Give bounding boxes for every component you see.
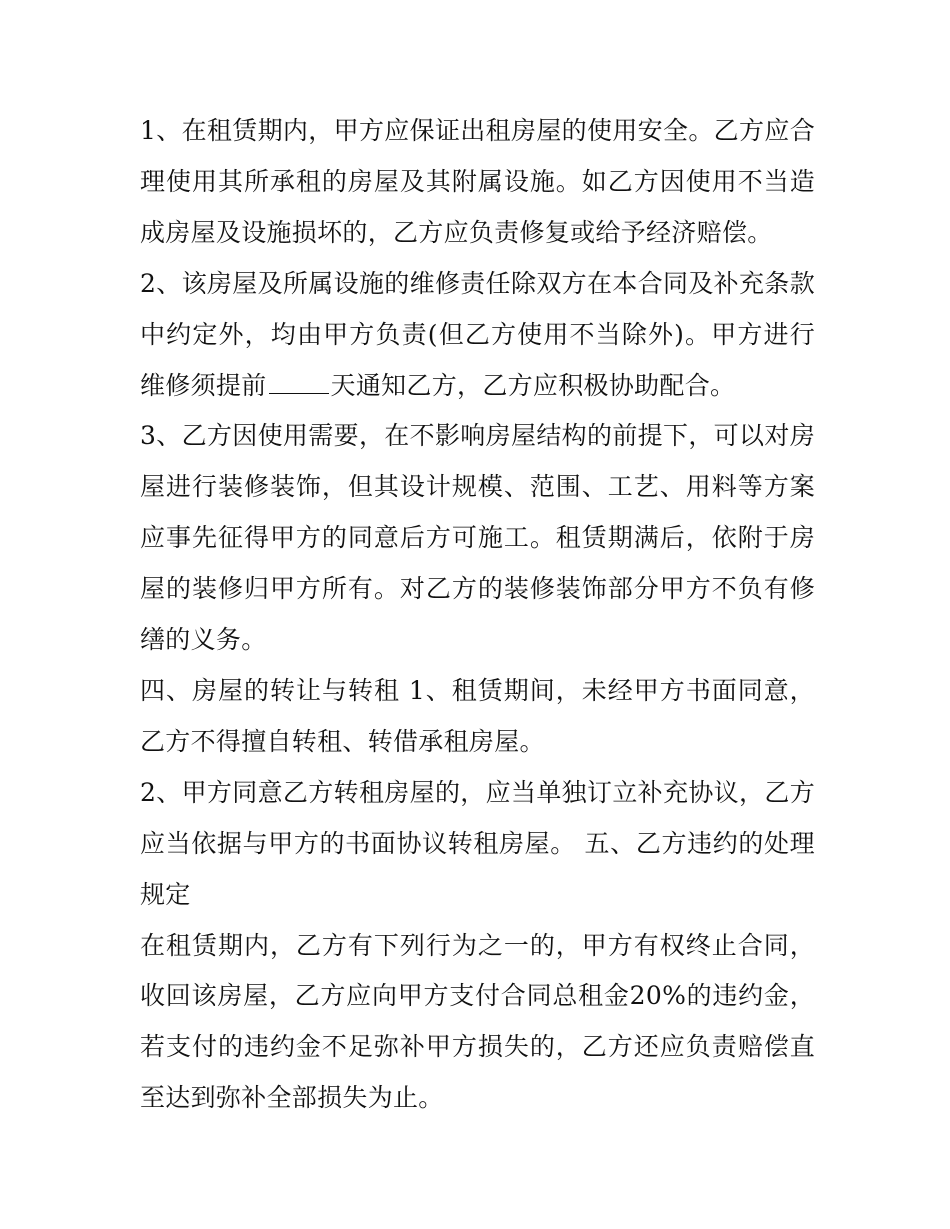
document-body (140, 106, 815, 1124)
paragraph-repair-text-after-blank: 天通知乙方，乙方应积极协助配合。 (330, 370, 736, 400)
paragraph-maintenance-safety: 1、在租赁期内，甲方应保证出租房屋的使用安全。乙方应合理使用其所承租的房屋及其附属设施。如乙方因使用不当造成房屋及设施损坏的，乙方应负责修复或给予经济赔偿。 (140, 116, 815, 247)
paragraph-repair-text-before-blank: 2、该房屋及所属设施的维修责任除双方在本合同及补充条款中约定外，均由甲方负责(但乙方使用不当除外)。甲方进行维修须提前 (140, 268, 815, 400)
paragraph-decoration: 3、乙方因使用需要，在不影响房屋结构的前提下，可以对房屋进行装修装饰，但其设计规模、范围、工艺、用料等方案应事先征得甲方的同意后方可施工。租赁期满后，依附于房屋的装修归甲方所有。对乙方的装修装饰部分甲方不负有修缮的义务。 (140, 421, 815, 655)
paragraph-sublease-agreement: 2、甲方同意乙方转租房屋的，应当单独订立补充协议，乙方应当依据与甲方的书面协议转租房屋。 五、乙方违约的处理规定 (140, 777, 815, 909)
paragraph-transfer-sublease: 四、房屋的转让与转租 1、租赁期间，未经甲方书面同意，乙方不得擅自转租、转借承租房屋。 (140, 675, 815, 756)
paragraph-breach-penalty: 在租赁期内，乙方有下列行为之一的，甲方有权终止合同，收回该房屋，乙方应向甲方支付合同总租金20%的违约金，若支付的违约金不足弥补甲方损失的，乙方还应负责赔偿直至达到弥补全部损失为止。 (140, 930, 815, 1113)
paragraph-repair-responsibility (140, 259, 815, 412)
fill-in-blank-days (269, 373, 329, 394)
